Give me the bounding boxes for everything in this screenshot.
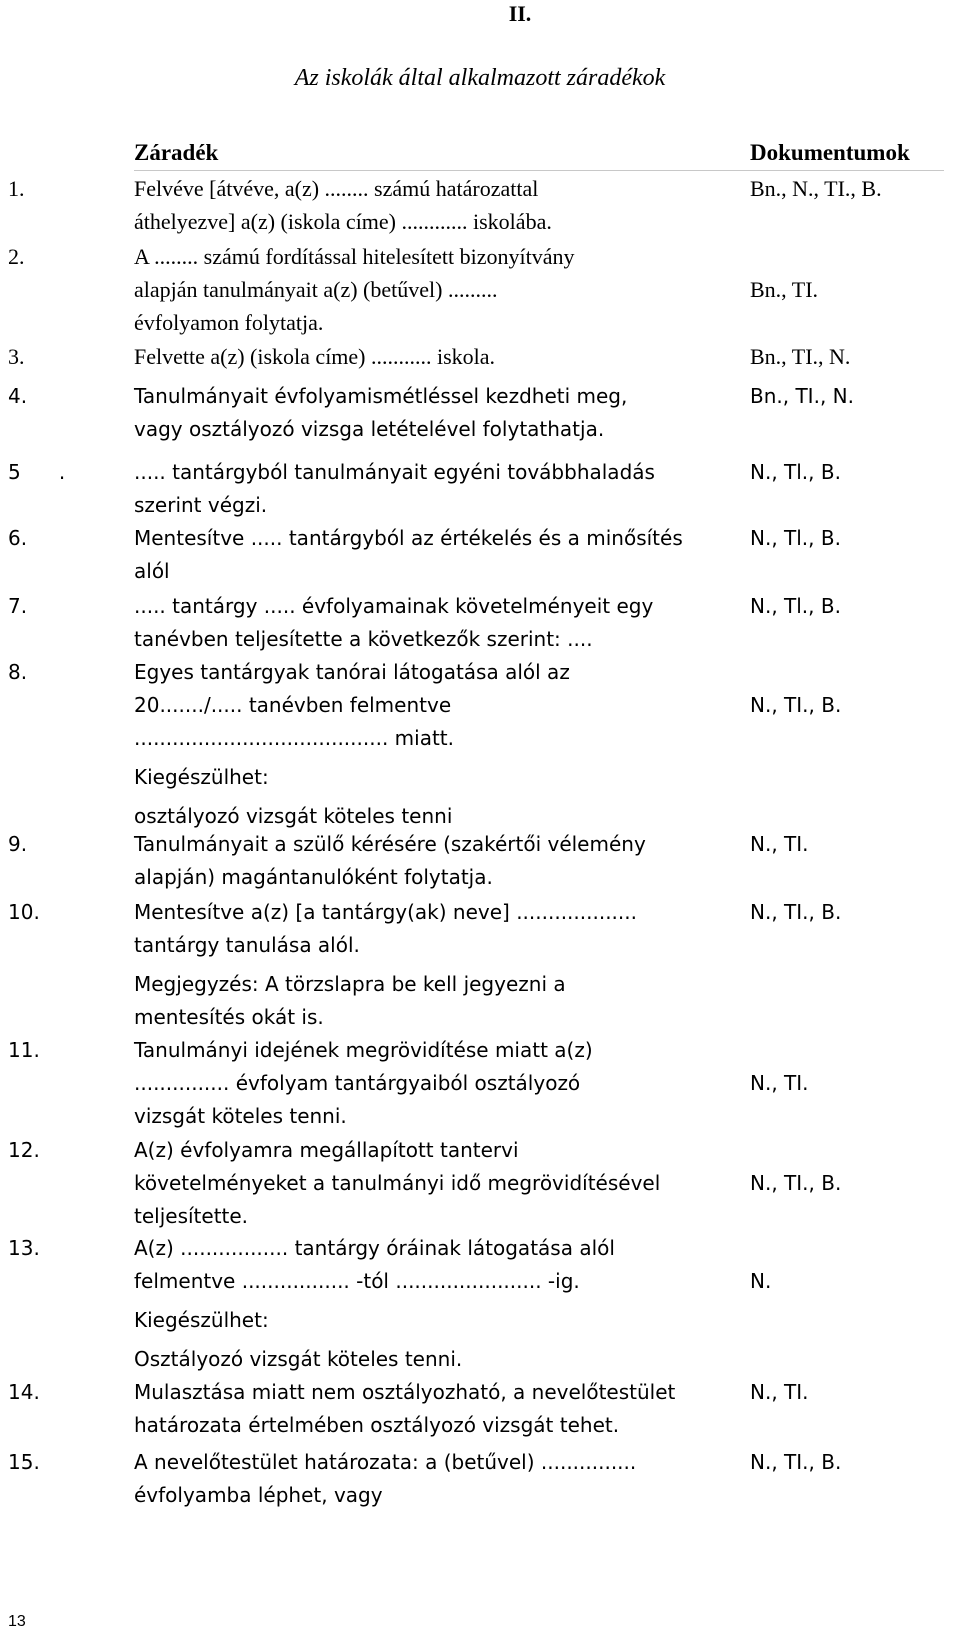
- row-documents: Bn., TI., N.: [750, 344, 851, 369]
- row-documents: N., TI.: [750, 1380, 809, 1404]
- clause-note: mentesítés okát is.: [134, 1005, 324, 1029]
- row-number: 2.: [8, 244, 25, 269]
- clause-line: határozata értelmében osztályozó vizsgát tehet.: [134, 1413, 620, 1437]
- clause-line: alapján tanulmányait a(z) (betűvel) .........: [134, 277, 498, 302]
- clause-line: követelményeket a tanulmányi idő megrövidítésével: [134, 1171, 661, 1195]
- clause-line: ..... tantárgyból tanulmányait egyéni továbbhaladás: [134, 460, 655, 484]
- row-clause: [134, 522, 734, 588]
- clause-line: tanévben teljesítette a következők szerint: ....: [134, 627, 593, 651]
- clause-line: vagy osztályozó vizsga letételével folytathatja.: [134, 417, 605, 441]
- row-documents: N., TI., B.: [750, 900, 842, 924]
- row-number: 5 .: [8, 460, 66, 484]
- clause-line: Felvette a(z) (iskola címe) ........... iskola.: [134, 344, 496, 369]
- row-number: 13.: [8, 1236, 40, 1260]
- clause-line: Tanulmányait évfolyamismétléssel kezdheti meg,: [134, 384, 628, 408]
- row-clause: [134, 1134, 734, 1233]
- clause-line: áthelyezve] a(z) (iskola címe) ............ iskolába.: [134, 209, 552, 234]
- clause-line: szerint végzi.: [134, 493, 268, 517]
- clause-line: alól: [134, 559, 170, 583]
- row-documents: N.: [750, 1269, 772, 1293]
- row-number: 10.: [8, 900, 40, 924]
- row-clause: [134, 896, 734, 1034]
- row-documents: N., Tl., B.: [750, 594, 841, 618]
- row-number: 1.: [8, 176, 25, 201]
- clause-line: 20......./..... tanévben felmentve: [134, 693, 452, 717]
- row-clause: [134, 240, 734, 339]
- clause-line: Mentesítve a(z) [a tantárgy(ak) neve] ...................: [134, 900, 637, 924]
- row-documents: N., TI.: [750, 832, 809, 856]
- clause-line: Egyes tantárgyak tanórai látogatása alól az: [134, 660, 570, 684]
- clause-line: ............... évfolyam tantárgyaiból osztályozó: [134, 1071, 581, 1095]
- row-number: 14.: [8, 1380, 40, 1404]
- clause-line: Tanulmányi idejének megrövidítése miatt a(z): [134, 1038, 593, 1062]
- row-clause: [134, 656, 734, 833]
- clause-line: felmentve ................. -tól ....................... -ig.: [134, 1269, 580, 1293]
- row-documents: Bn., TI., N.: [750, 384, 854, 408]
- row-documents: N., TI.: [750, 1071, 809, 1095]
- header-clause: Záradék: [134, 140, 219, 165]
- row-number: 12.: [8, 1138, 40, 1162]
- table-header: [0, 136, 960, 170]
- row-clause: [134, 590, 734, 656]
- clause-line: teljesítette.: [134, 1204, 249, 1228]
- row-number: 9.: [8, 832, 28, 856]
- clause-line: évfolyamon folytatja.: [134, 310, 324, 335]
- clause-line: vizsgát köteles tenni.: [134, 1104, 347, 1128]
- row-clause: [134, 380, 734, 446]
- clause-line: ........................................ miatt.: [134, 726, 454, 750]
- header-documents: Dokumentumok: [750, 140, 910, 165]
- row-number: 11.: [8, 1038, 40, 1062]
- row-documents: N., TI., B.: [750, 693, 842, 717]
- row-documents: N., TI., B.: [750, 1450, 842, 1474]
- clause-note: osztályozó vizsgát köteles tenni: [134, 804, 453, 828]
- clause-line: A(z) ................. tantárgy óráinak látogatása alól: [134, 1236, 615, 1260]
- clause-note: Megjegyzés: A törzslapra be kell jegyezni a: [134, 972, 566, 996]
- clause-line: Mulasztása miatt nem osztályozható, a nevelőtestület: [134, 1380, 676, 1404]
- page-number: 13: [8, 1613, 26, 1630]
- row-documents: N., Tl., B.: [750, 526, 841, 550]
- clause-line: A(z) évfolyamra megállapított tantervi: [134, 1138, 519, 1162]
- row-clause: [134, 1376, 734, 1442]
- row-clause: [134, 1232, 734, 1376]
- row-documents: Bn., N., TI., B.: [750, 176, 882, 201]
- clause-line: alapján) magántanulóként folytatja.: [134, 865, 493, 889]
- row-clause: [134, 172, 734, 238]
- row-clause: [134, 1034, 734, 1133]
- chapter-heading: II.: [508, 1, 532, 26]
- row-clause: [134, 456, 734, 522]
- row-number: 15.: [8, 1450, 40, 1474]
- document-title: Az iskolák által alkalmazott záradékok: [294, 65, 666, 91]
- clause-note: Kiegészülhet:: [134, 1308, 269, 1332]
- clause-line: tantárgy tanulása alól.: [134, 933, 360, 957]
- row-clause: [134, 1446, 734, 1512]
- clause-line: évfolyamba léphet, vagy: [134, 1483, 383, 1507]
- row-number: 7.: [8, 594, 28, 618]
- clause-line: Tanulmányait a szülő kérésére (szakértői vélemény: [134, 832, 646, 856]
- clause-line: Mentesítve ..... tantárgyból az értékelés és a minősítés: [134, 526, 683, 550]
- clause-note: Kiegészülhet:: [134, 765, 269, 789]
- row-number: 3.: [8, 344, 25, 369]
- row-documents: N., TI., B.: [750, 1171, 842, 1195]
- clause-note: Osztályozó vizsgát köteles tenni.: [134, 1347, 463, 1371]
- row-documents: Bn., TI.: [750, 277, 819, 302]
- clause-line: A nevelőtestület határozata: a (betűvel) ...............: [134, 1450, 637, 1474]
- clause-line: Felvéve [átvéve, a(z) ........ számú határozattal: [134, 176, 539, 201]
- header-divider: [134, 170, 944, 171]
- clause-line: ..... tantárgy ..... évfolyamainak követelményeit egy: [134, 594, 654, 618]
- row-number: 6.: [8, 526, 28, 550]
- row-clause: [134, 828, 734, 894]
- row-number: 4.: [8, 384, 28, 408]
- clause-line: A ........ számú fordítással hitelesített bizonyítvány: [134, 244, 575, 269]
- row-number: 8.: [8, 660, 28, 684]
- row-clause: [134, 340, 734, 373]
- row-documents: N., Tl., B.: [750, 460, 841, 484]
